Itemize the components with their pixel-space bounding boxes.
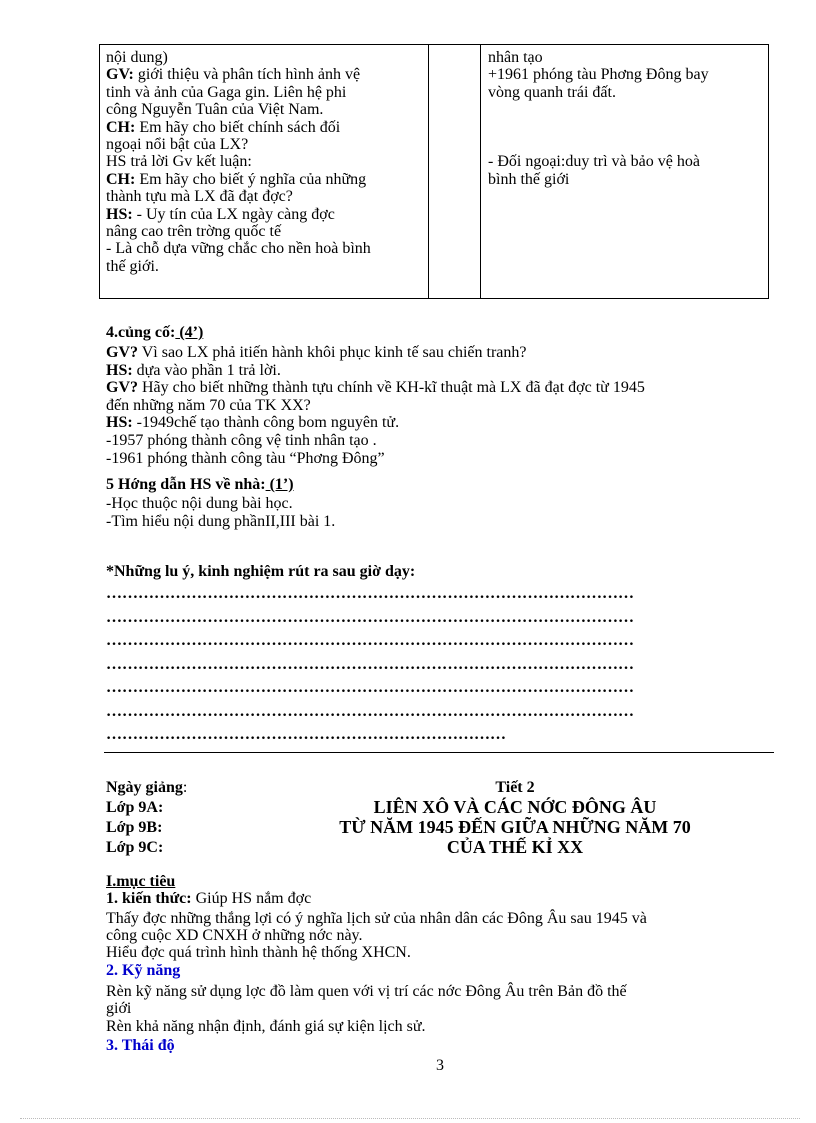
notes-dot-line: ………………………………………………………………………………………	[106, 702, 634, 720]
line-text: ngoại nổi bật của LX?	[106, 136, 249, 154]
section-divider	[104, 752, 774, 753]
period-label: Tiết 2	[495, 779, 535, 796]
table-left-line	[106, 119, 428, 136]
line-text: -1961 phóng thành công tàu “Phơng Đông”	[106, 449, 385, 467]
line-text: công Nguyễn Tuân của Việt Nam.	[106, 101, 324, 119]
section4-line	[106, 450, 645, 468]
skills-line-3: Rèn khả năng nhận định, đánh giá sự kiện lịch sử.	[106, 1018, 426, 1035]
class-9b: Lớp 9B:	[106, 819, 163, 836]
table-left-line	[106, 240, 428, 257]
table-left-line	[106, 153, 428, 170]
skills-line-1: Rèn kỹ năng sử dụng lợc đồ làm quen với vị trí các nớc Đông Âu trên Bản đồ thế	[106, 983, 627, 1000]
speaker-label: CH:	[106, 170, 136, 188]
table-left-cell	[100, 45, 429, 299]
speaker-label: CH:	[106, 118, 136, 136]
line-text: -1949chế tạo thành công bom nguyên tử.	[132, 414, 400, 432]
speaker-label: HS:	[106, 361, 133, 379]
table-left-line	[106, 258, 428, 275]
notes-heading: *Những lu ý, kinh nghiệm rút ra sau giờ dạy:	[106, 563, 416, 580]
table-left-line	[106, 49, 428, 66]
speaker-label: HS:	[106, 205, 133, 223]
table-right-line: - Đối ngoại:duy trì và bảo vệ hoà	[488, 153, 700, 171]
lesson-title-line-2: TỪ NĂM 1945 ĐẾN GIỮA NHỮNG NĂM 70	[339, 817, 691, 837]
lesson-title-line-3: CỦA THẾ KỈ XX	[446, 837, 584, 857]
table-middle-cell	[429, 45, 481, 299]
line-text: thành tựu mà LX đã đạt đợc?	[106, 188, 293, 206]
table-right-cell	[481, 45, 769, 299]
line-text: dựa vào phần 1 trả lời.	[132, 361, 281, 379]
lesson-table	[99, 44, 769, 299]
notes-dot-line: ………………………………………………………………………………………	[106, 679, 634, 696]
section5-line: -Tìm hiểu nội dung phầnII,III bài 1.	[106, 513, 336, 530]
speaker-label: GV:	[106, 66, 134, 84]
table-left-line	[106, 66, 428, 83]
line-text: giới thiệu và phân tích hình ảnh vệ	[133, 66, 361, 84]
table-right-line: vòng quanh trái đất.	[488, 83, 616, 101]
line-text: Em hãy cho biết ý nghĩa của những	[135, 170, 367, 188]
knowledge-line-2: công cuộc XD CNXH ở những nớc này.	[106, 927, 363, 944]
line-text: - Là chỗ dựa vững chắc cho nền hoà bình	[106, 240, 371, 258]
line-text: Em hãy cho biết chính sách đối	[135, 118, 341, 136]
notes-dot-line: ………………………………………………………………………………………	[106, 632, 634, 649]
line-text: HS trả lời Gv kết luận:	[106, 153, 252, 171]
page-footer-rule	[20, 1118, 800, 1119]
notes-dot-line: ………………………………………………………………………………………	[106, 608, 634, 626]
section5-body	[106, 495, 335, 531]
table-left-line	[106, 223, 428, 240]
table-left-line	[106, 136, 428, 153]
table-right-line: bình thế giới	[488, 170, 570, 188]
section4-line	[106, 397, 645, 415]
line-text: đến những năm 70 của TK XX?	[106, 396, 311, 414]
table-left-line	[106, 101, 428, 118]
skills-line-2: giới	[106, 1000, 132, 1017]
notes-dot-line: …………………………………………………………………	[106, 726, 506, 743]
table-left-line	[106, 171, 428, 188]
speaker-label: HS:	[106, 414, 133, 432]
speaker-label: GV?	[106, 379, 138, 397]
line-text: -1957 phóng thành công vệ tinh nhân tạo .	[106, 431, 377, 449]
section4-line	[106, 344, 645, 362]
line-text: nâng cao trên trờng quốc tế	[106, 223, 282, 241]
attitude-heading: 3. Thái độ	[106, 1037, 175, 1054]
table-left-line	[106, 188, 428, 205]
section4-line	[106, 432, 645, 450]
speaker-label: GV?	[106, 344, 138, 361]
line-text: nội dung)	[106, 49, 168, 66]
section4-line	[106, 362, 645, 380]
class-9c: Lớp 9C:	[106, 839, 164, 856]
section4-body	[106, 344, 645, 467]
lesson-title	[300, 797, 730, 857]
table-left-line	[106, 84, 428, 101]
date-label: Ngày giảng:	[106, 779, 188, 796]
section4-heading: 4.củng cố: (4’)	[106, 324, 204, 341]
lesson-title-line-1: LIÊN XÔ VÀ CÁC NỚC ĐÔNG ÂU	[373, 797, 657, 817]
notes-dot-line: ………………………………………………………………………………………	[106, 655, 634, 673]
notes-dot-line: ………………………………………………………………………………………	[106, 585, 634, 602]
class-9a: Lớp 9A:	[106, 799, 164, 816]
table-right-line: nhân tạo	[488, 49, 543, 66]
knowledge-line-1: Thấy đợc những thắng lợi có ý nghĩa lịch sử của nhân dân các Đông Âu sau 1945 và	[106, 910, 647, 927]
knowledge-heading: 1. kiến thức: Giúp HS nắm đợc	[106, 890, 312, 907]
table-left-line	[106, 206, 428, 223]
knowledge-line-3: Hiểu đợc quá trình hình thành hệ thống XHCN.	[106, 944, 411, 961]
section5-line: -Học thuộc nội dung bài học.	[106, 495, 293, 512]
notes-dot-lines	[106, 582, 766, 747]
page-number: 3	[436, 1057, 444, 1074]
line-text: Vì sao LX phả itiến hành khôi phục kinh tế sau chiến tranh?	[138, 344, 527, 361]
line-text: Hãy cho biết những thành tựu chính về KH-kĩ thuật mà LX đã đạt đợc từ 1945	[138, 379, 645, 397]
line-text: thế giới.	[106, 257, 159, 275]
line-text: - Uy tín của LX ngày càng đợc	[132, 205, 335, 223]
objectives-heading: I.mục tiêu	[106, 873, 176, 890]
section4-line	[106, 414, 645, 432]
section5-heading: 5 Hớng dẫn HS về nhà: (1’)	[106, 476, 294, 493]
table-right-line: +1961 phóng tàu Phơng Đông bay	[488, 66, 709, 84]
line-text: tinh và ảnh của Gaga gin. Liên hệ phi	[106, 83, 347, 101]
skills-heading: 2. Kỹ năng	[106, 962, 181, 979]
section4-line	[106, 379, 645, 397]
